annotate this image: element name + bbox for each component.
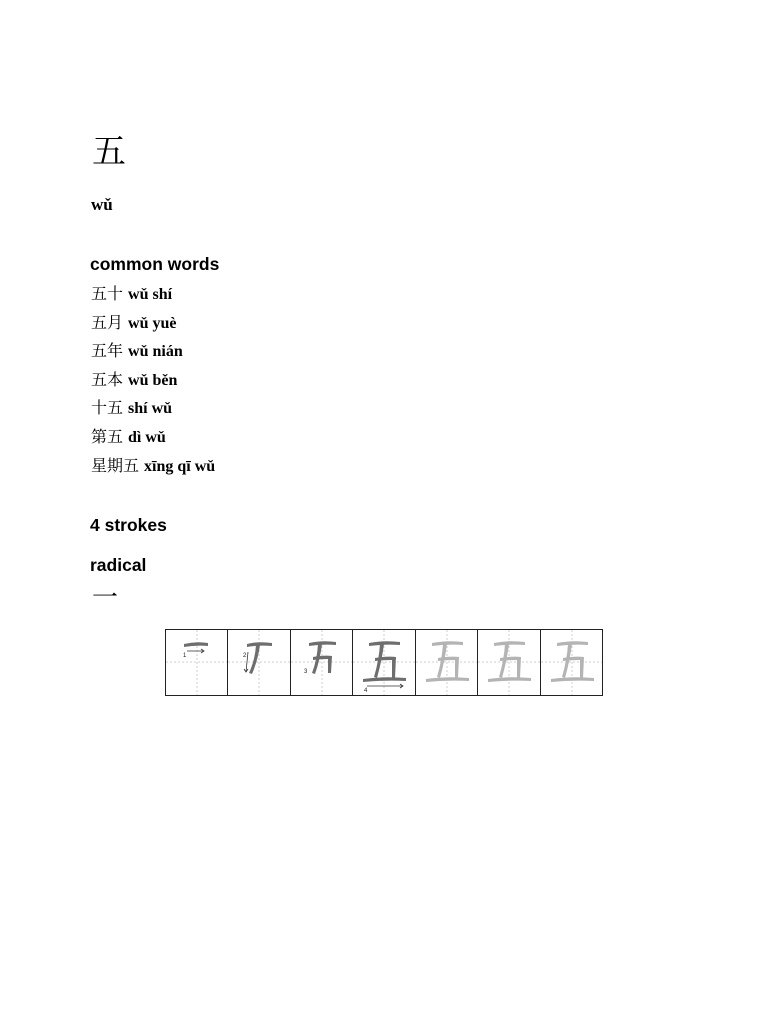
word-chinese: 五年 <box>91 341 124 361</box>
word-pinyin: wǔ shí <box>128 286 173 303</box>
list-item <box>91 366 215 395</box>
common-words-list <box>91 280 215 480</box>
main-pinyin: wǔ <box>91 195 113 214</box>
word-pinyin: wǔ nián <box>128 343 183 361</box>
stroke-step-2 <box>228 630 290 695</box>
common-words-heading: common words <box>90 254 220 274</box>
word-pinyin: xīng qī wǔ <box>144 457 216 475</box>
stroke-step-complete-2 <box>478 630 540 695</box>
word-chinese: 十五 <box>91 398 124 418</box>
list-item <box>91 309 215 338</box>
stroke-count-heading: 4 strokes <box>90 515 167 535</box>
list-item <box>91 337 215 366</box>
stroke-order-diagram <box>165 629 603 696</box>
word-pinyin: dì wǔ <box>128 428 166 446</box>
word-pinyin: wǔ yuè <box>128 314 177 332</box>
word-chinese: 第五 <box>91 426 124 446</box>
list-item <box>91 394 215 423</box>
main-character: 五 <box>92 132 126 172</box>
radical-heading: radical <box>90 555 147 575</box>
word-chinese: 星期五 <box>91 455 140 475</box>
stroke-number: 2 <box>243 653 247 659</box>
word-pinyin: wǔ běn <box>128 371 178 389</box>
list-item <box>91 452 215 481</box>
radical-character: 一 <box>92 583 119 613</box>
stroke-step-4 <box>353 630 415 695</box>
stroke-step-1 <box>166 630 228 695</box>
list-item <box>91 280 215 309</box>
stroke-step-complete-1 <box>416 630 478 695</box>
stroke-number: 3 <box>303 669 308 675</box>
stroke-number: 4 <box>364 688 368 694</box>
word-chinese: 五十 <box>91 284 124 303</box>
stroke-number: 1 <box>183 653 187 659</box>
stroke-step-complete-3 <box>541 630 602 695</box>
word-chinese: 五月 <box>91 312 124 332</box>
list-item <box>91 423 215 452</box>
stroke-step-3 <box>291 630 353 695</box>
word-pinyin: shí wǔ <box>128 400 173 418</box>
word-chinese: 五本 <box>91 369 124 389</box>
